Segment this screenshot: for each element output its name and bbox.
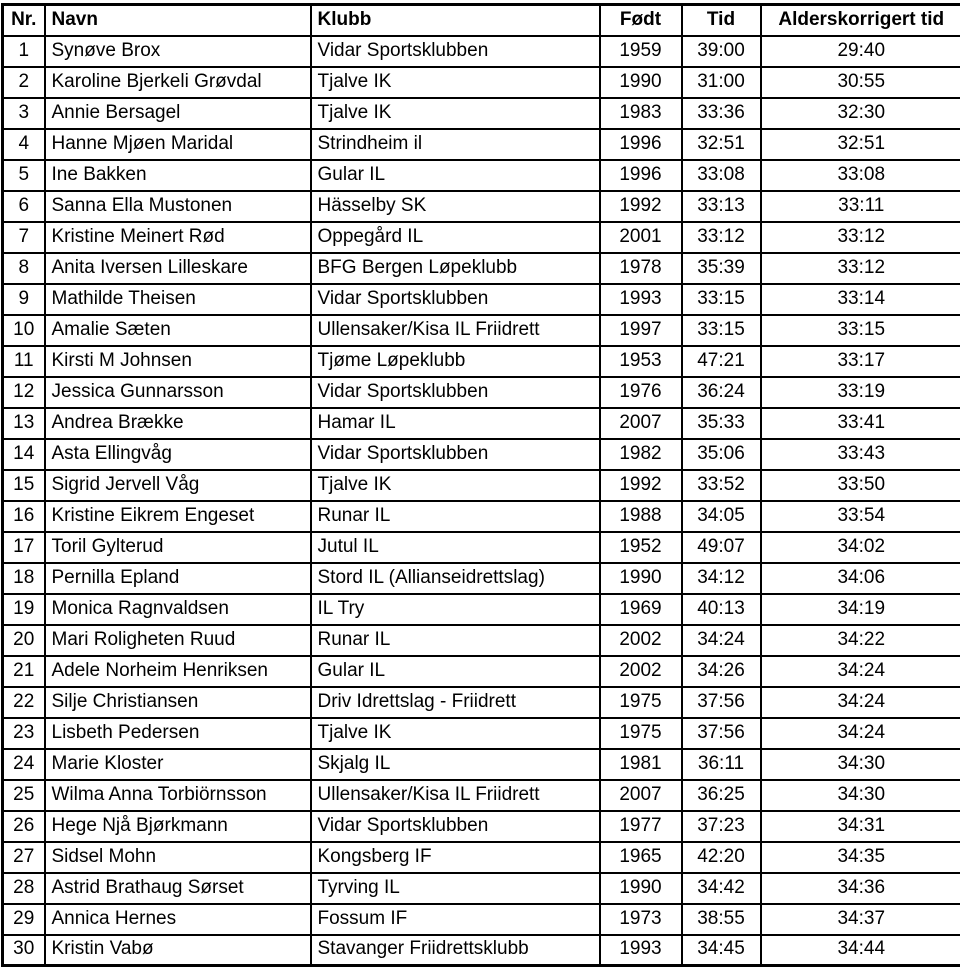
cell-nr: 27 (3, 842, 45, 873)
table-row (3, 408, 960, 439)
cell-klubb: Kongsberg IF (311, 842, 600, 873)
table-row (3, 470, 960, 501)
cell-fodt: 2002 (600, 625, 682, 656)
table-row (3, 594, 960, 625)
cell-akt: 34:24 (761, 687, 960, 718)
cell-klubb: Tjalve IK (311, 98, 600, 129)
cell-klubb: BFG Bergen Løpeklubb (311, 253, 600, 284)
cell-fodt: 1996 (600, 129, 682, 160)
cell-akt: 34:24 (761, 718, 960, 749)
cell-akt: 29:40 (761, 36, 960, 67)
cell-nr: 29 (3, 904, 45, 935)
cell-fodt: 1983 (600, 98, 682, 129)
table-row (3, 36, 960, 67)
table-row (3, 935, 960, 966)
cell-fodt: 1969 (600, 594, 682, 625)
cell-navn: Adele Norheim Henriksen (45, 656, 311, 687)
cell-fodt: 1976 (600, 377, 682, 408)
table-row (3, 656, 960, 687)
cell-fodt: 1965 (600, 842, 682, 873)
cell-klubb: Stavanger Friidrettsklubb (311, 935, 600, 966)
cell-fodt: 1978 (600, 253, 682, 284)
cell-fodt: 1977 (600, 811, 682, 842)
table-row (3, 718, 960, 749)
cell-klubb: Tyrving IL (311, 873, 600, 904)
cell-navn: Jessica Gunnarsson (45, 377, 311, 408)
cell-klubb: Vidar Sportsklubben (311, 377, 600, 408)
cell-akt: 30:55 (761, 67, 960, 98)
table-row (3, 780, 960, 811)
cell-fodt: 1996 (600, 160, 682, 191)
table-row (3, 842, 960, 873)
table-row (3, 749, 960, 780)
cell-navn: Sanna Ella Mustonen (45, 191, 311, 222)
cell-tid: 35:39 (682, 253, 761, 284)
cell-akt: 33:12 (761, 253, 960, 284)
cell-klubb: Gular IL (311, 160, 600, 191)
cell-fodt: 1997 (600, 315, 682, 346)
cell-akt: 33:14 (761, 284, 960, 315)
cell-fodt: 1981 (600, 749, 682, 780)
cell-klubb: Stord IL (Allianseidrettslag) (311, 563, 600, 594)
cell-akt: 34:22 (761, 625, 960, 656)
table-row (3, 377, 960, 408)
table-row (3, 563, 960, 594)
cell-navn: Sigrid Jervell Våg (45, 470, 311, 501)
cell-tid: 34:26 (682, 656, 761, 687)
cell-klubb: Tjalve IK (311, 67, 600, 98)
table-body (3, 36, 960, 966)
cell-klubb: Runar IL (311, 501, 600, 532)
table-header (3, 5, 960, 36)
cell-nr: 26 (3, 811, 45, 842)
cell-tid: 37:23 (682, 811, 761, 842)
cell-tid: 40:13 (682, 594, 761, 625)
cell-fodt: 1990 (600, 563, 682, 594)
cell-klubb: IL Try (311, 594, 600, 625)
table-row (3, 501, 960, 532)
cell-klubb: Vidar Sportsklubben (311, 439, 600, 470)
cell-navn: Monica Ragnvaldsen (45, 594, 311, 625)
cell-tid: 35:06 (682, 439, 761, 470)
table-row (3, 191, 960, 222)
cell-akt: 34:36 (761, 873, 960, 904)
cell-nr: 25 (3, 780, 45, 811)
cell-akt: 34:30 (761, 780, 960, 811)
cell-nr: 9 (3, 284, 45, 315)
cell-navn: Karoline Bjerkeli Grøvdal (45, 67, 311, 98)
cell-akt: 32:51 (761, 129, 960, 160)
cell-tid: 36:24 (682, 377, 761, 408)
cell-fodt: 2002 (600, 656, 682, 687)
cell-navn: Kristin Vabø (45, 935, 311, 966)
cell-fodt: 2007 (600, 780, 682, 811)
cell-klubb: Hässelby SK (311, 191, 600, 222)
cell-fodt: 1953 (600, 346, 682, 377)
cell-akt: 33:17 (761, 346, 960, 377)
cell-tid: 33:13 (682, 191, 761, 222)
cell-navn: Mari Roligheten Ruud (45, 625, 311, 656)
cell-nr: 30 (3, 935, 45, 966)
cell-klubb: Ullensaker/Kisa IL Friidrett (311, 315, 600, 346)
cell-tid: 33:12 (682, 222, 761, 253)
cell-tid: 33:52 (682, 470, 761, 501)
cell-akt: 32:30 (761, 98, 960, 129)
cell-navn: Amalie Sæten (45, 315, 311, 346)
cell-navn: Ine Bakken (45, 160, 311, 191)
cell-akt: 34:35 (761, 842, 960, 873)
cell-akt: 34:06 (761, 563, 960, 594)
table-row (3, 222, 960, 253)
cell-akt: 33:11 (761, 191, 960, 222)
table-row (3, 532, 960, 563)
column-header-akt: Alderskorrigert tid (761, 5, 960, 36)
cell-klubb: Oppegård IL (311, 222, 600, 253)
cell-tid: 33:36 (682, 98, 761, 129)
cell-navn: Wilma Anna Torbiörnsson (45, 780, 311, 811)
cell-tid: 31:00 (682, 67, 761, 98)
cell-fodt: 1959 (600, 36, 682, 67)
cell-fodt: 1975 (600, 718, 682, 749)
cell-navn: Mathilde Theisen (45, 284, 311, 315)
table-row (3, 98, 960, 129)
cell-fodt: 1975 (600, 687, 682, 718)
cell-fodt: 1990 (600, 67, 682, 98)
cell-akt: 33:43 (761, 439, 960, 470)
cell-klubb: Tjalve IK (311, 718, 600, 749)
cell-tid: 36:11 (682, 749, 761, 780)
table-row (3, 253, 960, 284)
table-row (3, 346, 960, 377)
table-row (3, 439, 960, 470)
cell-navn: Hege Njå Bjørkmann (45, 811, 311, 842)
cell-nr: 24 (3, 749, 45, 780)
cell-fodt: 1973 (600, 904, 682, 935)
cell-navn: Toril Gylterud (45, 532, 311, 563)
cell-tid: 34:45 (682, 935, 761, 966)
cell-navn: Asta Ellingvåg (45, 439, 311, 470)
cell-nr: 21 (3, 656, 45, 687)
cell-nr: 12 (3, 377, 45, 408)
cell-nr: 13 (3, 408, 45, 439)
cell-akt: 34:44 (761, 935, 960, 966)
cell-fodt: 1993 (600, 935, 682, 966)
cell-navn: Lisbeth Pedersen (45, 718, 311, 749)
cell-akt: 33:12 (761, 222, 960, 253)
cell-nr: 17 (3, 532, 45, 563)
cell-tid: 34:05 (682, 501, 761, 532)
cell-tid: 37:56 (682, 718, 761, 749)
cell-nr: 6 (3, 191, 45, 222)
cell-nr: 4 (3, 129, 45, 160)
table-row (3, 315, 960, 346)
cell-tid: 39:00 (682, 36, 761, 67)
cell-fodt: 1992 (600, 470, 682, 501)
cell-tid: 34:42 (682, 873, 761, 904)
cell-tid: 35:33 (682, 408, 761, 439)
table-row (3, 284, 960, 315)
cell-tid: 42:20 (682, 842, 761, 873)
cell-akt: 34:24 (761, 656, 960, 687)
cell-akt: 34:31 (761, 811, 960, 842)
cell-tid: 34:12 (682, 563, 761, 594)
table-row (3, 67, 960, 98)
column-header-tid: Tid (682, 5, 761, 36)
cell-nr: 16 (3, 501, 45, 532)
column-header-navn: Navn (45, 5, 311, 36)
cell-tid: 49:07 (682, 532, 761, 563)
cell-nr: 2 (3, 67, 45, 98)
cell-klubb: Gular IL (311, 656, 600, 687)
cell-navn: Annica Hernes (45, 904, 311, 935)
cell-tid: 32:51 (682, 129, 761, 160)
cell-navn: Annie Bersagel (45, 98, 311, 129)
cell-tid: 33:15 (682, 315, 761, 346)
cell-fodt: 1993 (600, 284, 682, 315)
cell-nr: 10 (3, 315, 45, 346)
cell-fodt: 1990 (600, 873, 682, 904)
cell-tid: 34:24 (682, 625, 761, 656)
cell-klubb: Strindheim il (311, 129, 600, 160)
cell-nr: 11 (3, 346, 45, 377)
cell-navn: Kristine Eikrem Engeset (45, 501, 311, 532)
cell-klubb: Driv Idrettslag - Friidrett (311, 687, 600, 718)
cell-nr: 28 (3, 873, 45, 904)
cell-nr: 8 (3, 253, 45, 284)
cell-navn: Andrea Brække (45, 408, 311, 439)
cell-nr: 23 (3, 718, 45, 749)
cell-akt: 34:30 (761, 749, 960, 780)
cell-klubb: Fossum IF (311, 904, 600, 935)
cell-nr: 5 (3, 160, 45, 191)
cell-akt: 33:54 (761, 501, 960, 532)
cell-akt: 33:50 (761, 470, 960, 501)
cell-akt: 34:37 (761, 904, 960, 935)
cell-navn: Hanne Mjøen Maridal (45, 129, 311, 160)
table-row (3, 873, 960, 904)
cell-tid: 47:21 (682, 346, 761, 377)
cell-klubb: Hamar IL (311, 408, 600, 439)
cell-akt: 33:08 (761, 160, 960, 191)
table-row (3, 160, 960, 191)
cell-klubb: Vidar Sportsklubben (311, 284, 600, 315)
cell-fodt: 1992 (600, 191, 682, 222)
cell-navn: Pernilla Epland (45, 563, 311, 594)
cell-nr: 3 (3, 98, 45, 129)
cell-nr: 7 (3, 222, 45, 253)
cell-fodt: 2007 (600, 408, 682, 439)
cell-klubb: Ullensaker/Kisa IL Friidrett (311, 780, 600, 811)
cell-navn: Kristine Meinert Rød (45, 222, 311, 253)
cell-akt: 34:02 (761, 532, 960, 563)
cell-tid: 33:15 (682, 284, 761, 315)
cell-navn: Kirsti M Johnsen (45, 346, 311, 377)
cell-nr: 22 (3, 687, 45, 718)
cell-navn: Silje Christiansen (45, 687, 311, 718)
cell-nr: 1 (3, 36, 45, 67)
cell-navn: Synøve Brox (45, 36, 311, 67)
table-row (3, 687, 960, 718)
cell-klubb: Jutul IL (311, 532, 600, 563)
cell-navn: Astrid Brathaug Sørset (45, 873, 311, 904)
table-row (3, 811, 960, 842)
results-table (1, 3, 960, 967)
cell-akt: 33:15 (761, 315, 960, 346)
cell-klubb: Vidar Sportsklubben (311, 811, 600, 842)
cell-navn: Anita Iversen Lilleskare (45, 253, 311, 284)
cell-klubb: Skjalg IL (311, 749, 600, 780)
cell-fodt: 1988 (600, 501, 682, 532)
cell-tid: 37:56 (682, 687, 761, 718)
column-header-nr: Nr. (3, 5, 45, 36)
cell-klubb: Tjalve IK (311, 470, 600, 501)
column-header-klubb: Klubb (311, 5, 600, 36)
cell-nr: 18 (3, 563, 45, 594)
cell-klubb: Tjøme Løpeklubb (311, 346, 600, 377)
cell-klubb: Runar IL (311, 625, 600, 656)
header-row (3, 5, 960, 36)
column-header-fodt: Født (600, 5, 682, 36)
cell-klubb: Vidar Sportsklubben (311, 36, 600, 67)
cell-navn: Sidsel Mohn (45, 842, 311, 873)
cell-nr: 20 (3, 625, 45, 656)
cell-nr: 19 (3, 594, 45, 625)
table-row (3, 129, 960, 160)
table-row (3, 904, 960, 935)
cell-akt: 34:19 (761, 594, 960, 625)
cell-tid: 38:55 (682, 904, 761, 935)
cell-fodt: 2001 (600, 222, 682, 253)
cell-akt: 33:41 (761, 408, 960, 439)
cell-fodt: 1952 (600, 532, 682, 563)
table-row (3, 625, 960, 656)
cell-akt: 33:19 (761, 377, 960, 408)
cell-nr: 15 (3, 470, 45, 501)
cell-tid: 33:08 (682, 160, 761, 191)
cell-fodt: 1982 (600, 439, 682, 470)
cell-tid: 36:25 (682, 780, 761, 811)
cell-nr: 14 (3, 439, 45, 470)
cell-navn: Marie Kloster (45, 749, 311, 780)
